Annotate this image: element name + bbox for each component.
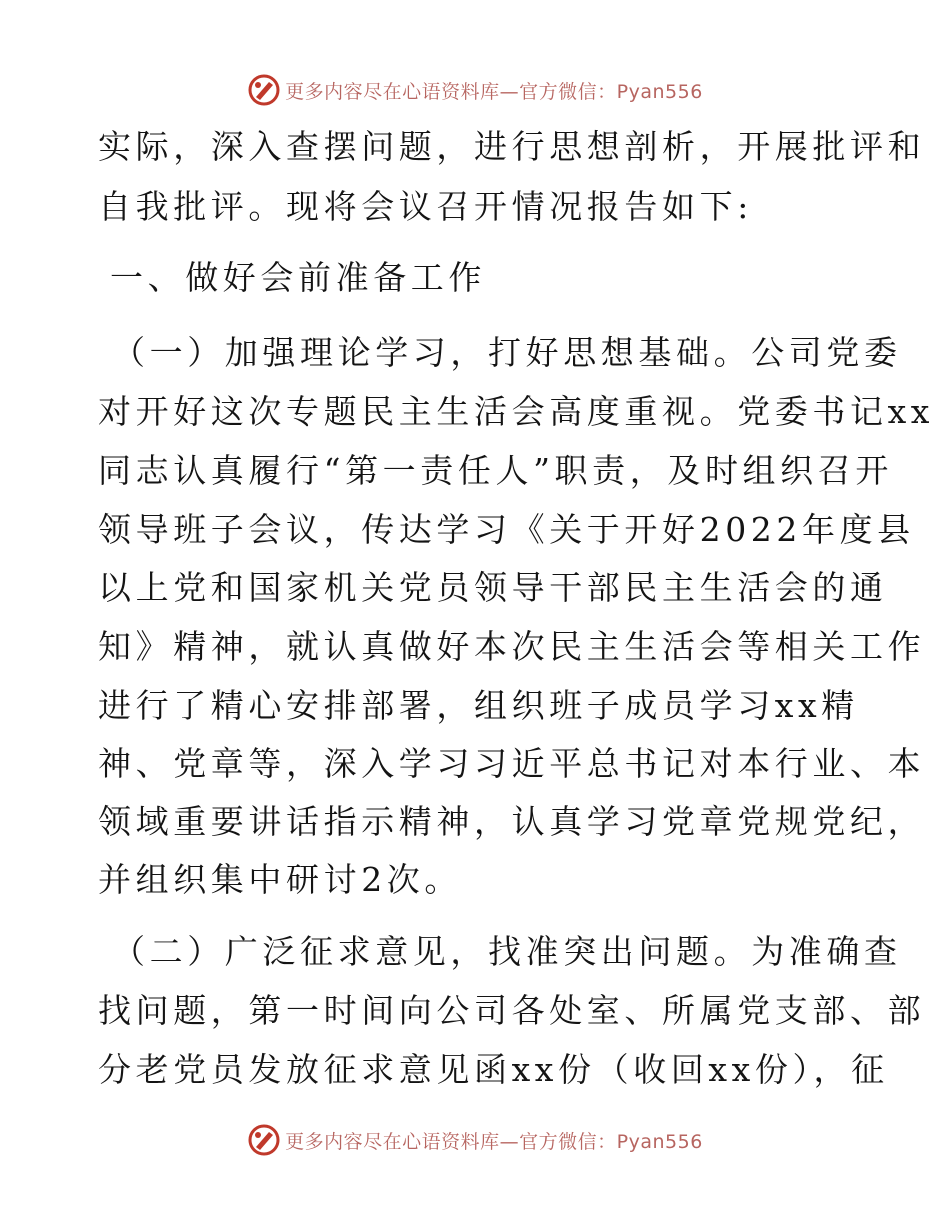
body-line: 知》精神，就认真做好本次民主生活会等相关工作 — [98, 627, 926, 666]
header-watermark — [0, 70, 950, 110]
body-line: 对开好这次专题民主生活会高度重视。党委书记xx — [98, 392, 935, 431]
red-seal-logo-icon — [247, 1123, 281, 1157]
body-line: 以上党和国家机关党员领导干部民主生活会的通 — [98, 568, 888, 607]
body-line: 神、党章等，深入学习习近平总书记对本行业、本 — [98, 744, 926, 783]
watermark-text: 更多内容尽在心语资料库—官方微信：Pyan556 — [285, 1130, 703, 1153]
section-heading: 一、做好会前准备工作 — [110, 258, 486, 297]
body-line: 领域重要讲话指示精神，认真学习党章党规党纪， — [98, 802, 926, 841]
body-line: 找问题，第一时间向公司各处室、所属党支部、部 — [98, 991, 926, 1030]
body-line: 分老党员发放征求意见函xx份（收回xx份），征 — [98, 1050, 889, 1089]
body-line: 自我批评。现将会议召开情况报告如下: — [98, 187, 753, 226]
footer-watermark — [0, 1120, 950, 1160]
body-line: 进行了精心安排部署，组织班子成员学习xx精 — [98, 686, 859, 725]
watermark-text: 更多内容尽在心语资料库—官方微信：Pyan556 — [285, 80, 703, 103]
body-line: 实际，深入查摆问题，进行思想剖析，开展批评和 — [98, 127, 926, 166]
red-seal-logo-icon — [247, 73, 281, 107]
body-line: 并组织集中研讨2次。 — [98, 860, 462, 899]
subsection-heading-line: （一）加强理论学习，打好思想基础。公司党委 — [112, 333, 902, 372]
body-line: 同志认真履行“第一责任人”职责，及时组织召开 — [98, 451, 893, 490]
subsection-heading-line: （二）广泛征求意见，找准突出问题。为准确查 — [112, 932, 902, 971]
body-line: 领导班子会议，传达学习《关于开好2022年度县 — [98, 510, 915, 549]
